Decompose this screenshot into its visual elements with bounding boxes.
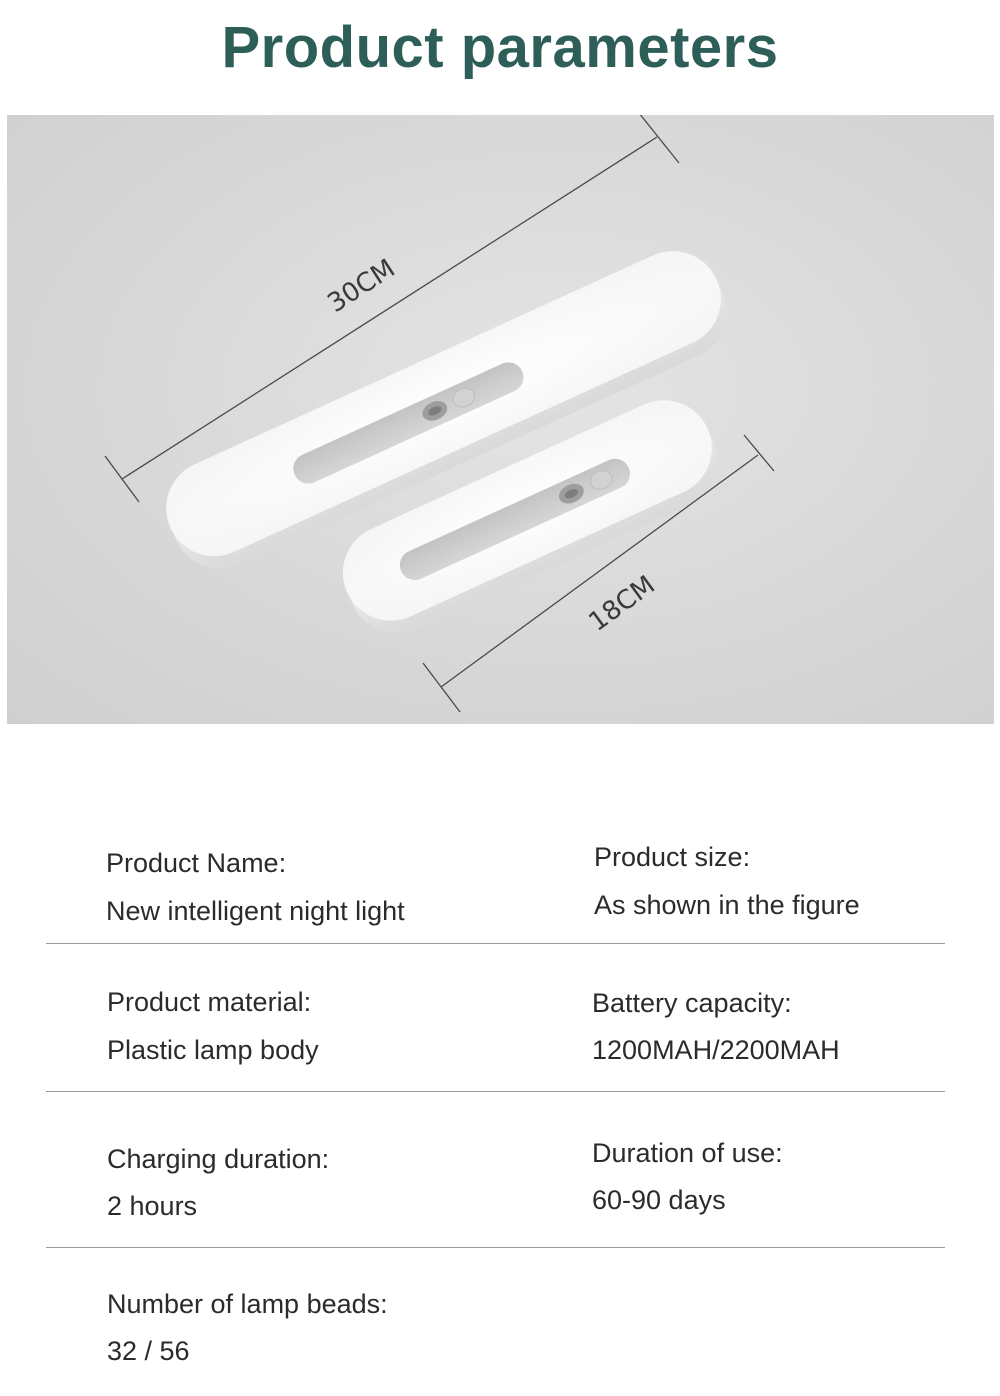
battery-capacity-value: 1200MAH/2200MAH: [592, 1035, 840, 1065]
product-size-label: Product size:: [594, 842, 751, 872]
duration-of-use-value: 60-90 days: [592, 1185, 726, 1215]
divider: [46, 1247, 945, 1248]
product-size-value: As shown in the figure: [594, 890, 860, 920]
product-material-label: Product material:: [107, 987, 312, 1017]
lamp-beads-label: Number of lamp beads:: [107, 1289, 388, 1319]
divider: [46, 1091, 945, 1092]
charging-duration-value: 2 hours: [107, 1191, 198, 1221]
product-illustration: [7, 115, 994, 724]
dimension-label-short: 18CM: [583, 570, 661, 638]
duration-of-use-label: Duration of use:: [592, 1138, 783, 1168]
battery-capacity-label: Battery capacity:: [592, 988, 792, 1018]
product-material-value: Plastic lamp body: [107, 1035, 319, 1065]
page-title: Product parameters: [221, 15, 779, 80]
charging-duration-label: Charging duration:: [107, 1144, 330, 1174]
divider: [46, 943, 945, 944]
lamp-beads-value: 32 / 56: [107, 1336, 190, 1366]
product-photo: [7, 115, 994, 724]
product-name-value: New intelligent night light: [106, 896, 405, 926]
dimension-label-long: 30CM: [322, 253, 401, 319]
product-name-label: Product Name:: [106, 848, 287, 878]
